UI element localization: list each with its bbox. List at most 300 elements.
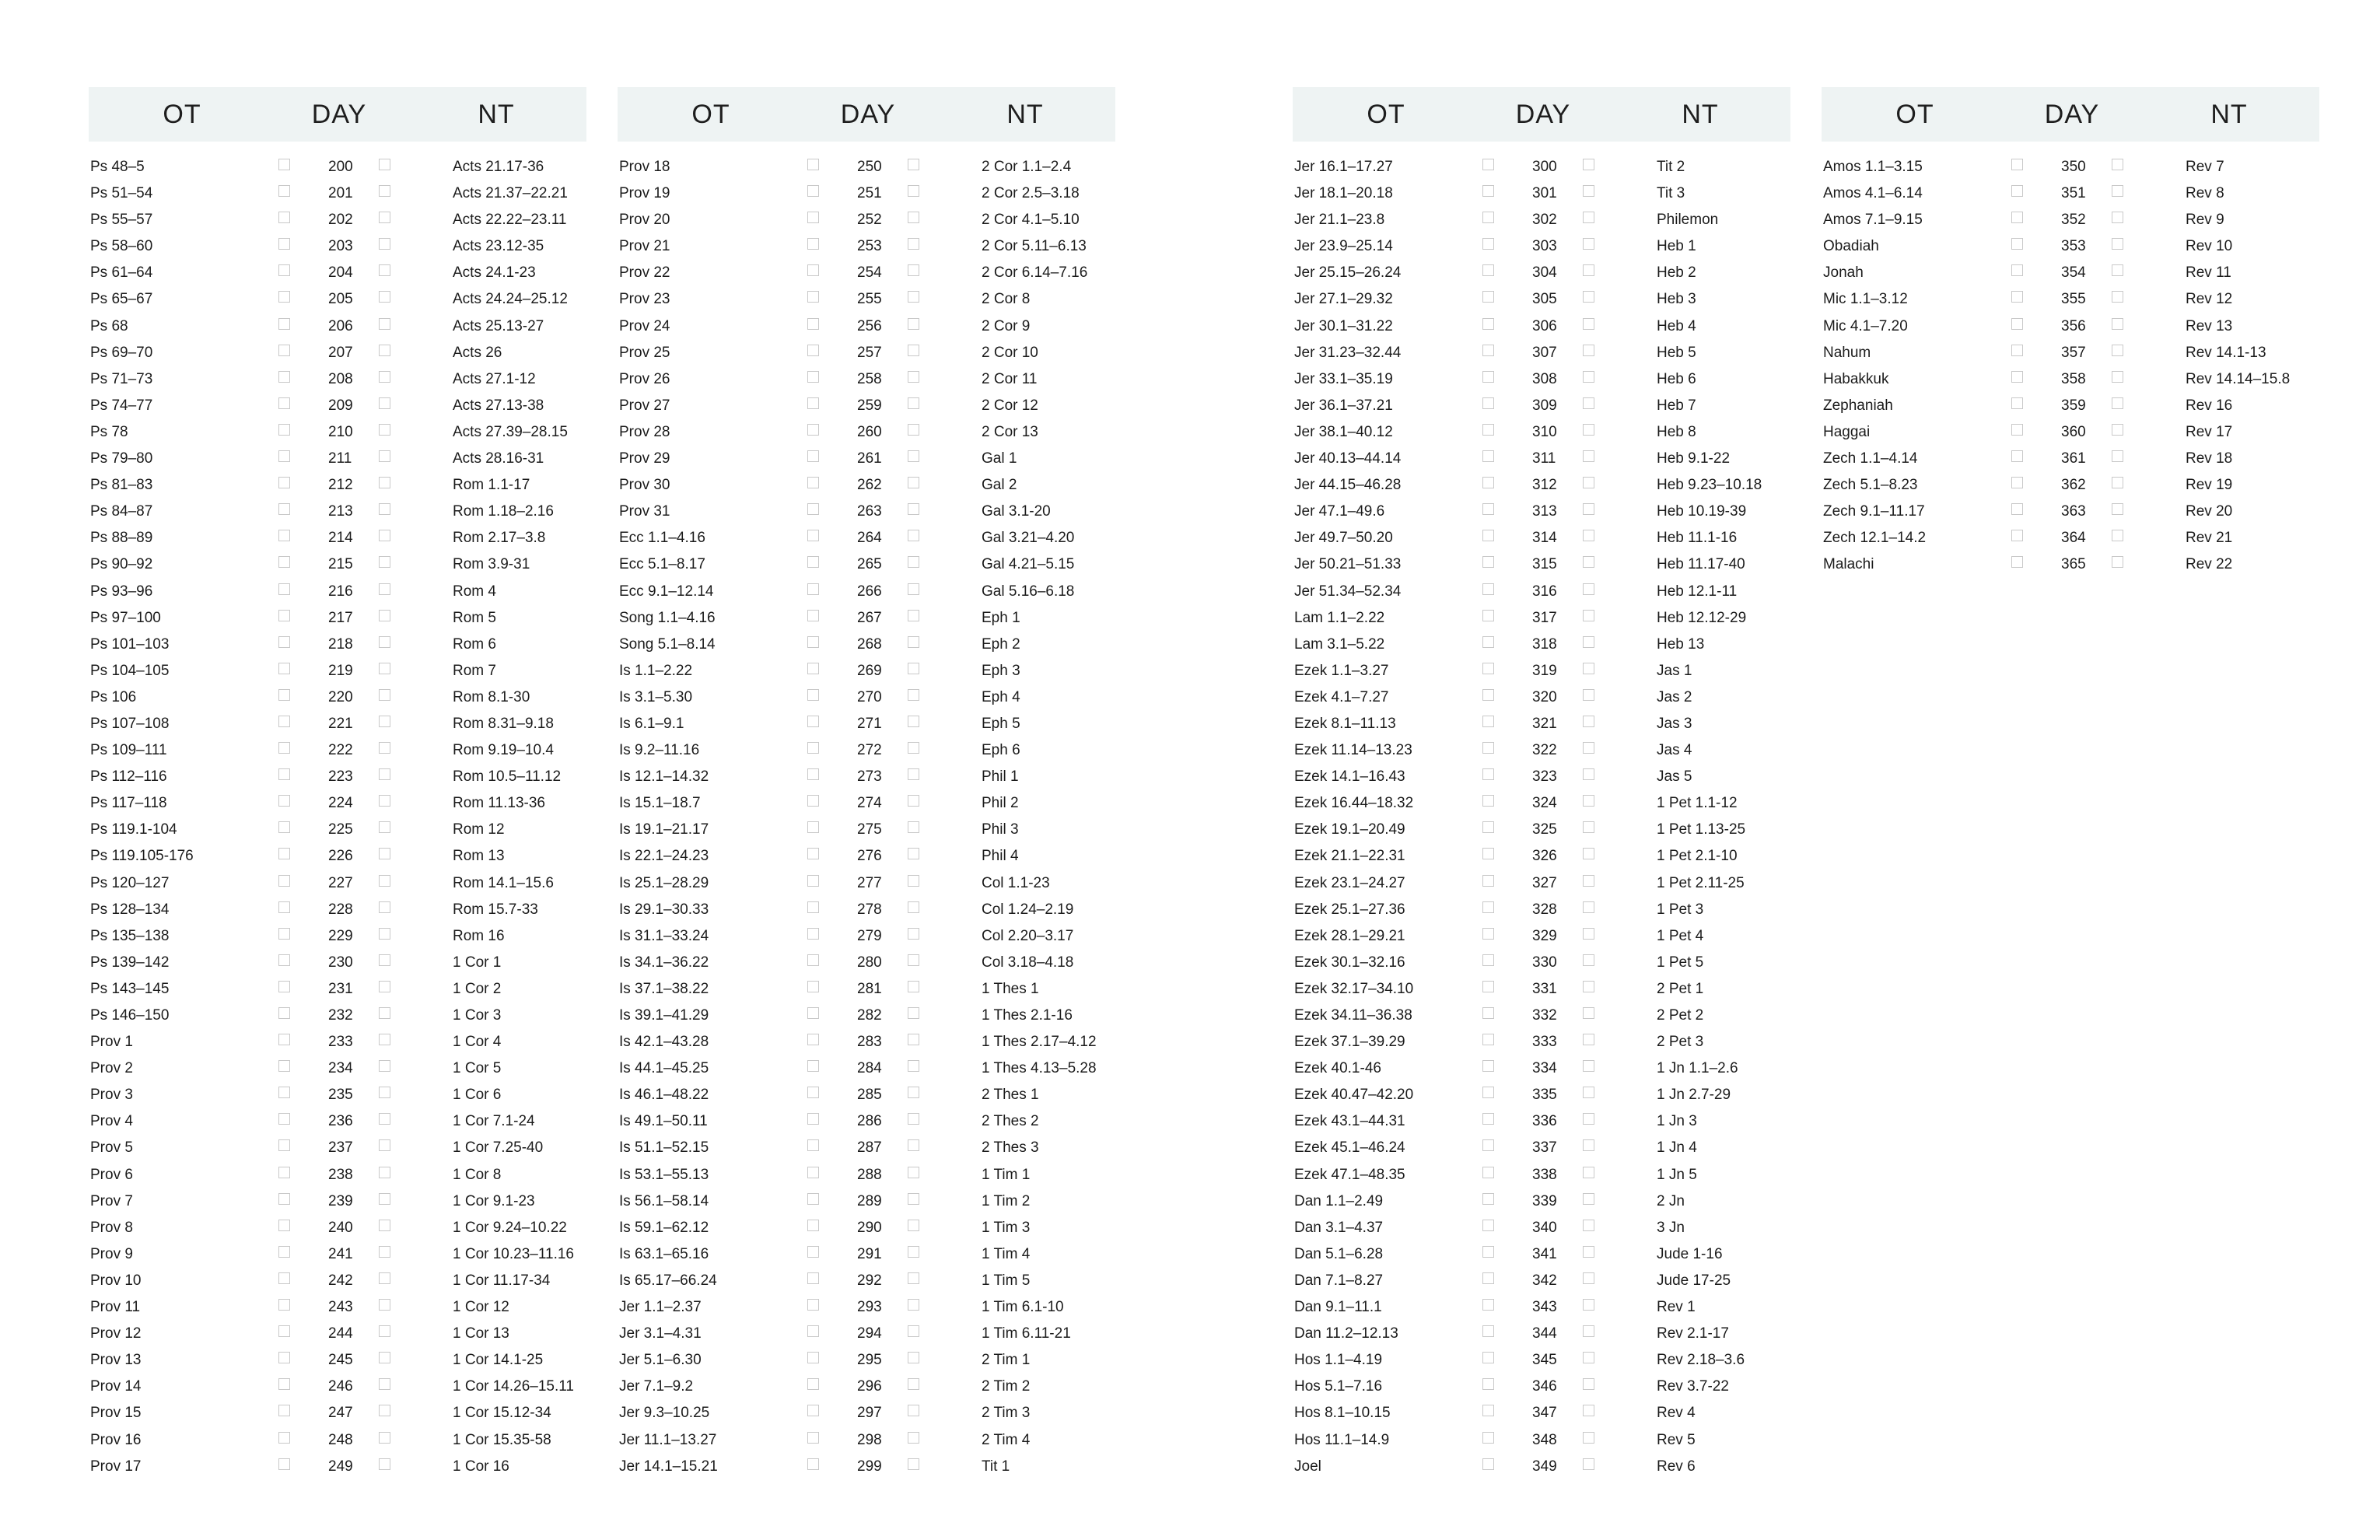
nt-checkbox[interactable] [379, 1458, 390, 1470]
ot-checkbox[interactable] [807, 901, 819, 913]
ot-checkbox[interactable] [807, 212, 819, 223]
nt-checkbox[interactable] [1583, 954, 1594, 966]
nt-checkbox[interactable] [1583, 1193, 1594, 1205]
ot-checkbox[interactable] [807, 795, 819, 807]
nt-checkbox[interactable] [908, 1220, 919, 1231]
ot-checkbox[interactable] [1482, 477, 1494, 488]
nt-checkbox[interactable] [1583, 477, 1594, 488]
nt-checkbox[interactable] [379, 1007, 390, 1019]
ot-checkbox[interactable] [278, 821, 290, 833]
ot-checkbox[interactable] [278, 477, 290, 488]
ot-checkbox[interactable] [807, 530, 819, 541]
ot-checkbox[interactable] [278, 716, 290, 727]
ot-checkbox[interactable] [1482, 238, 1494, 250]
ot-checkbox[interactable] [807, 663, 819, 674]
ot-checkbox[interactable] [1482, 636, 1494, 648]
nt-checkbox[interactable] [2112, 371, 2123, 383]
nt-checkbox[interactable] [1583, 397, 1594, 409]
ot-checkbox[interactable] [1482, 795, 1494, 807]
nt-checkbox[interactable] [379, 954, 390, 966]
nt-checkbox[interactable] [908, 1087, 919, 1098]
nt-checkbox[interactable] [2112, 318, 2123, 330]
nt-checkbox[interactable] [1583, 636, 1594, 648]
ot-checkbox[interactable] [278, 556, 290, 568]
ot-checkbox[interactable] [1482, 397, 1494, 409]
ot-checkbox[interactable] [1482, 264, 1494, 276]
nt-checkbox[interactable] [908, 928, 919, 940]
nt-checkbox[interactable] [2112, 291, 2123, 303]
ot-checkbox[interactable] [2011, 397, 2023, 409]
ot-checkbox[interactable] [807, 1405, 819, 1416]
nt-checkbox[interactable] [379, 901, 390, 913]
ot-checkbox[interactable] [2011, 556, 2023, 568]
ot-checkbox[interactable] [807, 821, 819, 833]
nt-checkbox[interactable] [1583, 716, 1594, 727]
ot-checkbox[interactable] [2011, 159, 2023, 170]
ot-checkbox[interactable] [807, 1007, 819, 1019]
ot-checkbox[interactable] [1482, 503, 1494, 515]
nt-checkbox[interactable] [908, 768, 919, 780]
nt-checkbox[interactable] [1583, 981, 1594, 992]
nt-checkbox[interactable] [379, 291, 390, 303]
ot-checkbox[interactable] [278, 424, 290, 436]
nt-checkbox[interactable] [908, 1378, 919, 1390]
ot-checkbox[interactable] [1482, 848, 1494, 859]
nt-checkbox[interactable] [379, 663, 390, 674]
nt-checkbox[interactable] [908, 583, 919, 595]
nt-checkbox[interactable] [379, 636, 390, 648]
nt-checkbox[interactable] [908, 1060, 919, 1072]
ot-checkbox[interactable] [2011, 503, 2023, 515]
nt-checkbox[interactable] [908, 238, 919, 250]
nt-checkbox[interactable] [1583, 875, 1594, 887]
ot-checkbox[interactable] [278, 185, 290, 197]
ot-checkbox[interactable] [1482, 1060, 1494, 1072]
nt-checkbox[interactable] [908, 1034, 919, 1045]
ot-checkbox[interactable] [807, 556, 819, 568]
nt-checkbox[interactable] [1583, 212, 1594, 223]
nt-checkbox[interactable] [908, 875, 919, 887]
nt-checkbox[interactable] [2112, 159, 2123, 170]
ot-checkbox[interactable] [2011, 318, 2023, 330]
ot-checkbox[interactable] [807, 768, 819, 780]
nt-checkbox[interactable] [379, 212, 390, 223]
ot-checkbox[interactable] [1482, 928, 1494, 940]
nt-checkbox[interactable] [379, 477, 390, 488]
nt-checkbox[interactable] [908, 212, 919, 223]
nt-checkbox[interactable] [1583, 1458, 1594, 1470]
nt-checkbox[interactable] [1583, 1034, 1594, 1045]
nt-checkbox[interactable] [908, 1432, 919, 1444]
nt-checkbox[interactable] [1583, 185, 1594, 197]
ot-checkbox[interactable] [278, 291, 290, 303]
ot-checkbox[interactable] [278, 1246, 290, 1258]
nt-checkbox[interactable] [908, 1325, 919, 1337]
ot-checkbox[interactable] [278, 1352, 290, 1363]
ot-checkbox[interactable] [1482, 1378, 1494, 1390]
ot-checkbox[interactable] [1482, 291, 1494, 303]
nt-checkbox[interactable] [379, 928, 390, 940]
nt-checkbox[interactable] [1583, 264, 1594, 276]
nt-checkbox[interactable] [908, 530, 919, 541]
nt-checkbox[interactable] [1583, 821, 1594, 833]
nt-checkbox[interactable] [908, 716, 919, 727]
ot-checkbox[interactable] [1482, 159, 1494, 170]
nt-checkbox[interactable] [379, 875, 390, 887]
nt-checkbox[interactable] [908, 901, 919, 913]
nt-checkbox[interactable] [908, 264, 919, 276]
ot-checkbox[interactable] [278, 636, 290, 648]
ot-checkbox[interactable] [1482, 1325, 1494, 1337]
nt-checkbox[interactable] [1583, 928, 1594, 940]
nt-checkbox[interactable] [379, 583, 390, 595]
nt-checkbox[interactable] [908, 397, 919, 409]
nt-checkbox[interactable] [2112, 345, 2123, 356]
nt-checkbox[interactable] [1583, 1405, 1594, 1416]
ot-checkbox[interactable] [278, 212, 290, 223]
nt-checkbox[interactable] [379, 1193, 390, 1205]
nt-checkbox[interactable] [2112, 397, 2123, 409]
nt-checkbox[interactable] [1583, 1352, 1594, 1363]
ot-checkbox[interactable] [1482, 1034, 1494, 1045]
nt-checkbox[interactable] [1583, 583, 1594, 595]
ot-checkbox[interactable] [1482, 530, 1494, 541]
ot-checkbox[interactable] [807, 450, 819, 462]
nt-checkbox[interactable] [379, 1352, 390, 1363]
ot-checkbox[interactable] [807, 1193, 819, 1205]
nt-checkbox[interactable] [379, 768, 390, 780]
nt-checkbox[interactable] [908, 318, 919, 330]
nt-checkbox[interactable] [379, 503, 390, 515]
ot-checkbox[interactable] [278, 530, 290, 541]
ot-checkbox[interactable] [278, 1432, 290, 1444]
nt-checkbox[interactable] [2112, 185, 2123, 197]
nt-checkbox[interactable] [379, 795, 390, 807]
ot-checkbox[interactable] [278, 1113, 290, 1125]
nt-checkbox[interactable] [908, 424, 919, 436]
nt-checkbox[interactable] [379, 689, 390, 701]
ot-checkbox[interactable] [1482, 742, 1494, 754]
nt-checkbox[interactable] [908, 1007, 919, 1019]
ot-checkbox[interactable] [807, 848, 819, 859]
ot-checkbox[interactable] [1482, 424, 1494, 436]
ot-checkbox[interactable] [1482, 556, 1494, 568]
ot-checkbox[interactable] [807, 1139, 819, 1151]
nt-checkbox[interactable] [379, 371, 390, 383]
ot-checkbox[interactable] [1482, 689, 1494, 701]
nt-checkbox[interactable] [379, 1167, 390, 1178]
nt-checkbox[interactable] [1583, 1299, 1594, 1311]
ot-checkbox[interactable] [278, 1193, 290, 1205]
nt-checkbox[interactable] [2112, 530, 2123, 541]
ot-checkbox[interactable] [807, 1299, 819, 1311]
ot-checkbox[interactable] [807, 716, 819, 727]
ot-checkbox[interactable] [1482, 1432, 1494, 1444]
ot-checkbox[interactable] [278, 318, 290, 330]
nt-checkbox[interactable] [379, 1299, 390, 1311]
ot-checkbox[interactable] [278, 1087, 290, 1098]
nt-checkbox[interactable] [379, 821, 390, 833]
ot-checkbox[interactable] [278, 928, 290, 940]
ot-checkbox[interactable] [807, 424, 819, 436]
nt-checkbox[interactable] [379, 742, 390, 754]
nt-checkbox[interactable] [1583, 768, 1594, 780]
ot-checkbox[interactable] [1482, 821, 1494, 833]
ot-checkbox[interactable] [807, 981, 819, 992]
nt-checkbox[interactable] [1583, 1272, 1594, 1284]
ot-checkbox[interactable] [807, 185, 819, 197]
ot-checkbox[interactable] [807, 1087, 819, 1098]
nt-checkbox[interactable] [379, 556, 390, 568]
ot-checkbox[interactable] [278, 583, 290, 595]
ot-checkbox[interactable] [807, 1458, 819, 1470]
nt-checkbox[interactable] [1583, 1087, 1594, 1098]
nt-checkbox[interactable] [1583, 742, 1594, 754]
nt-checkbox[interactable] [2112, 450, 2123, 462]
ot-checkbox[interactable] [278, 795, 290, 807]
ot-checkbox[interactable] [278, 742, 290, 754]
ot-checkbox[interactable] [1482, 318, 1494, 330]
ot-checkbox[interactable] [278, 768, 290, 780]
nt-checkbox[interactable] [1583, 663, 1594, 674]
nt-checkbox[interactable] [379, 185, 390, 197]
nt-checkbox[interactable] [379, 397, 390, 409]
ot-checkbox[interactable] [1482, 716, 1494, 727]
nt-checkbox[interactable] [379, 530, 390, 541]
nt-checkbox[interactable] [379, 318, 390, 330]
ot-checkbox[interactable] [2011, 345, 2023, 356]
ot-checkbox[interactable] [2011, 477, 2023, 488]
ot-checkbox[interactable] [807, 1378, 819, 1390]
nt-checkbox[interactable] [379, 716, 390, 727]
nt-checkbox[interactable] [908, 556, 919, 568]
ot-checkbox[interactable] [807, 318, 819, 330]
nt-checkbox[interactable] [379, 450, 390, 462]
nt-checkbox[interactable] [1583, 795, 1594, 807]
ot-checkbox[interactable] [278, 1034, 290, 1045]
ot-checkbox[interactable] [1482, 1087, 1494, 1098]
nt-checkbox[interactable] [379, 1139, 390, 1151]
nt-checkbox[interactable] [1583, 159, 1594, 170]
ot-checkbox[interactable] [1482, 1405, 1494, 1416]
ot-checkbox[interactable] [1482, 1220, 1494, 1231]
ot-checkbox[interactable] [278, 1272, 290, 1284]
ot-checkbox[interactable] [278, 689, 290, 701]
ot-checkbox[interactable] [1482, 901, 1494, 913]
ot-checkbox[interactable] [278, 397, 290, 409]
nt-checkbox[interactable] [1583, 1007, 1594, 1019]
ot-checkbox[interactable] [1482, 1458, 1494, 1470]
ot-checkbox[interactable] [1482, 345, 1494, 356]
nt-checkbox[interactable] [908, 1272, 919, 1284]
ot-checkbox[interactable] [807, 477, 819, 488]
nt-checkbox[interactable] [379, 981, 390, 992]
nt-checkbox[interactable] [908, 981, 919, 992]
ot-checkbox[interactable] [1482, 450, 1494, 462]
ot-checkbox[interactable] [278, 503, 290, 515]
nt-checkbox[interactable] [2112, 424, 2123, 436]
nt-checkbox[interactable] [908, 1113, 919, 1125]
nt-checkbox[interactable] [908, 345, 919, 356]
ot-checkbox[interactable] [807, 291, 819, 303]
nt-checkbox[interactable] [2112, 264, 2123, 276]
nt-checkbox[interactable] [908, 1299, 919, 1311]
nt-checkbox[interactable] [1583, 450, 1594, 462]
nt-checkbox[interactable] [379, 238, 390, 250]
nt-checkbox[interactable] [1583, 1378, 1594, 1390]
nt-checkbox[interactable] [379, 159, 390, 170]
nt-checkbox[interactable] [1583, 238, 1594, 250]
ot-checkbox[interactable] [807, 503, 819, 515]
nt-checkbox[interactable] [1583, 291, 1594, 303]
ot-checkbox[interactable] [2011, 264, 2023, 276]
ot-checkbox[interactable] [2011, 424, 2023, 436]
ot-checkbox[interactable] [807, 371, 819, 383]
ot-checkbox[interactable] [807, 1220, 819, 1231]
nt-checkbox[interactable] [908, 1167, 919, 1178]
nt-checkbox[interactable] [1583, 901, 1594, 913]
ot-checkbox[interactable] [1482, 954, 1494, 966]
ot-checkbox[interactable] [2011, 530, 2023, 541]
nt-checkbox[interactable] [908, 821, 919, 833]
ot-checkbox[interactable] [1482, 1167, 1494, 1178]
ot-checkbox[interactable] [2011, 238, 2023, 250]
ot-checkbox[interactable] [1482, 1139, 1494, 1151]
ot-checkbox[interactable] [807, 264, 819, 276]
nt-checkbox[interactable] [2112, 503, 2123, 515]
ot-checkbox[interactable] [278, 345, 290, 356]
nt-checkbox[interactable] [1583, 424, 1594, 436]
ot-checkbox[interactable] [2011, 371, 2023, 383]
ot-checkbox[interactable] [807, 1246, 819, 1258]
nt-checkbox[interactable] [1583, 1325, 1594, 1337]
nt-checkbox[interactable] [379, 345, 390, 356]
nt-checkbox[interactable] [908, 291, 919, 303]
ot-checkbox[interactable] [1482, 1007, 1494, 1019]
nt-checkbox[interactable] [908, 1405, 919, 1416]
nt-checkbox[interactable] [908, 742, 919, 754]
ot-checkbox[interactable] [278, 1325, 290, 1337]
nt-checkbox[interactable] [908, 477, 919, 488]
nt-checkbox[interactable] [379, 610, 390, 621]
ot-checkbox[interactable] [278, 238, 290, 250]
nt-checkbox[interactable] [1583, 610, 1594, 621]
nt-checkbox[interactable] [1583, 556, 1594, 568]
nt-checkbox[interactable] [908, 450, 919, 462]
ot-checkbox[interactable] [278, 1007, 290, 1019]
ot-checkbox[interactable] [278, 1220, 290, 1231]
ot-checkbox[interactable] [1482, 1299, 1494, 1311]
nt-checkbox[interactable] [1583, 1246, 1594, 1258]
nt-checkbox[interactable] [1583, 1113, 1594, 1125]
nt-checkbox[interactable] [908, 848, 919, 859]
ot-checkbox[interactable] [278, 1458, 290, 1470]
ot-checkbox[interactable] [807, 954, 819, 966]
nt-checkbox[interactable] [1583, 689, 1594, 701]
nt-checkbox[interactable] [2112, 477, 2123, 488]
nt-checkbox[interactable] [379, 1087, 390, 1098]
nt-checkbox[interactable] [1583, 1220, 1594, 1231]
nt-checkbox[interactable] [2112, 212, 2123, 223]
nt-checkbox[interactable] [1583, 371, 1594, 383]
nt-checkbox[interactable] [908, 663, 919, 674]
ot-checkbox[interactable] [807, 875, 819, 887]
ot-checkbox[interactable] [807, 1352, 819, 1363]
ot-checkbox[interactable] [807, 1034, 819, 1045]
ot-checkbox[interactable] [1482, 1352, 1494, 1363]
ot-checkbox[interactable] [807, 159, 819, 170]
nt-checkbox[interactable] [379, 1034, 390, 1045]
nt-checkbox[interactable] [908, 1246, 919, 1258]
ot-checkbox[interactable] [278, 610, 290, 621]
nt-checkbox[interactable] [908, 1139, 919, 1151]
nt-checkbox[interactable] [1583, 318, 1594, 330]
nt-checkbox[interactable] [1583, 345, 1594, 356]
nt-checkbox[interactable] [908, 795, 919, 807]
nt-checkbox[interactable] [908, 185, 919, 197]
nt-checkbox[interactable] [379, 1272, 390, 1284]
ot-checkbox[interactable] [1482, 610, 1494, 621]
ot-checkbox[interactable] [807, 345, 819, 356]
ot-checkbox[interactable] [807, 636, 819, 648]
ot-checkbox[interactable] [278, 848, 290, 859]
ot-checkbox[interactable] [807, 1325, 819, 1337]
ot-checkbox[interactable] [807, 1432, 819, 1444]
ot-checkbox[interactable] [1482, 185, 1494, 197]
ot-checkbox[interactable] [807, 610, 819, 621]
ot-checkbox[interactable] [1482, 663, 1494, 674]
nt-checkbox[interactable] [908, 1458, 919, 1470]
ot-checkbox[interactable] [2011, 212, 2023, 223]
ot-checkbox[interactable] [807, 928, 819, 940]
nt-checkbox[interactable] [379, 264, 390, 276]
nt-checkbox[interactable] [908, 636, 919, 648]
ot-checkbox[interactable] [807, 1060, 819, 1072]
ot-checkbox[interactable] [807, 1167, 819, 1178]
ot-checkbox[interactable] [278, 1167, 290, 1178]
nt-checkbox[interactable] [908, 371, 919, 383]
ot-checkbox[interactable] [278, 875, 290, 887]
nt-checkbox[interactable] [908, 954, 919, 966]
ot-checkbox[interactable] [1482, 1113, 1494, 1125]
ot-checkbox[interactable] [278, 901, 290, 913]
nt-checkbox[interactable] [379, 1246, 390, 1258]
ot-checkbox[interactable] [278, 1299, 290, 1311]
nt-checkbox[interactable] [908, 1352, 919, 1363]
ot-checkbox[interactable] [807, 397, 819, 409]
ot-checkbox[interactable] [1482, 875, 1494, 887]
nt-checkbox[interactable] [379, 1378, 390, 1390]
nt-checkbox[interactable] [2112, 238, 2123, 250]
ot-checkbox[interactable] [278, 1060, 290, 1072]
nt-checkbox[interactable] [379, 1432, 390, 1444]
nt-checkbox[interactable] [2112, 556, 2123, 568]
nt-checkbox[interactable] [1583, 530, 1594, 541]
ot-checkbox[interactable] [1482, 212, 1494, 223]
nt-checkbox[interactable] [379, 1113, 390, 1125]
ot-checkbox[interactable] [807, 742, 819, 754]
nt-checkbox[interactable] [908, 503, 919, 515]
ot-checkbox[interactable] [278, 450, 290, 462]
ot-checkbox[interactable] [278, 663, 290, 674]
nt-checkbox[interactable] [908, 159, 919, 170]
nt-checkbox[interactable] [908, 689, 919, 701]
ot-checkbox[interactable] [1482, 1246, 1494, 1258]
ot-checkbox[interactable] [1482, 1193, 1494, 1205]
nt-checkbox[interactable] [1583, 1139, 1594, 1151]
nt-checkbox[interactable] [1583, 1432, 1594, 1444]
nt-checkbox[interactable] [379, 848, 390, 859]
